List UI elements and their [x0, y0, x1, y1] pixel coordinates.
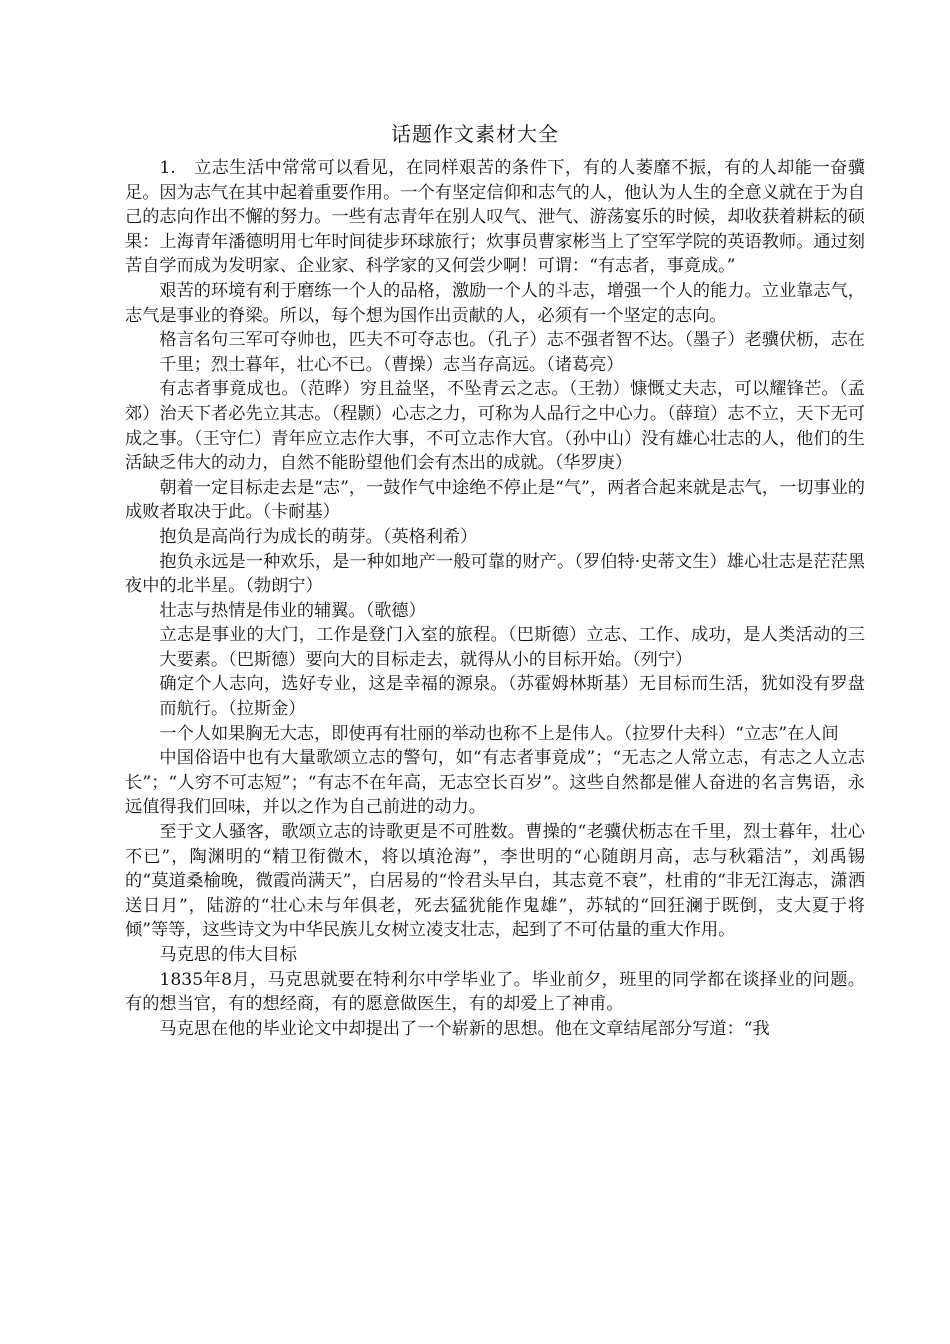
paragraph: 朝着一定目标走去是“志”，一鼓作气中途绝不停止是“气”，两者合起来就是志气，一切事业的成败者取决于此。（卡耐基）	[125, 477, 865, 523]
paragraph: 抱负是高尚行为成长的萌芽。（英格利希）	[159, 526, 478, 547]
paragraph: 确定个人志向，选好专业，这是幸福的源泉。（苏霍姆林斯基）无目标而生活，犹如没有罗盘而航行。（拉斯金）	[159, 674, 865, 720]
paragraph: 格言名句三军可夺帅也，匹夫不可夺志也。（孔子）志不强者智不达。（墨子）老骥伏枥，志在千里；烈士暮年，壮心不已。（曹操）志当存高远。（诸葛亮）	[159, 330, 865, 375]
paragraph: 壮志与热情是伟业的辅翼。（歌德）	[159, 600, 426, 621]
section-heading: 马克思的伟大目标	[159, 945, 297, 965]
paragraph: 1835年8月，马克思就要在特利尔中学毕业了。毕业前夕，班里的同学都在谈择业的问题。有的想当官，有的想经商，有的愿意做医生，有的却爱上了神甫。	[125, 969, 865, 1015]
paragraph: 1. 立志生活中常常可以看见，在同样艰苦的条件下，有的人萎靡不振，有的人却能一奋骥足。因为志气在其中起着重要作用。一个有坚定信仰和志气的人，他认为人生的全意义就在于为自己的志向作出不懈的努力。一些有志青年在别人叹气、泄气、游荡宴乐的时候，却收获着耕耘的硕果：上海青年潘德明用七年时间徒步环球旅行；炊事员曹家彬当上了空军学院的英语教师。通过刻苦自学而成为发明家、企业家、科学家的又何尝少啊！可谓：“有志者，事竟成。”	[125, 158, 865, 277]
paragraph: 中国俗语中也有大量歌颂立志的警句，如“有志者事竟成”；“无志之人常立志，有志之人立志长”；“人穷不可志短”；“有志不在年高，无志空长百岁”。这些自然都是催人奋进的名言隽语，永远值得我们回味，并以之作为自己前进的动力。	[125, 748, 865, 818]
paragraph: 艰苦的环境有利于磨练一个人的品格，激励一个人的斗志，增强一个人的能力。立业靠志气，志气是事业的脊梁。所以，每个想为国作出贡献的人，必须有一个坚定的志向。	[125, 280, 865, 326]
paragraph: 至于文人骚客，歌颂立志的诗歌更是不可胜数。曹操的“老骥伏枥志在千里，烈士暮年，壮心不已”，陶渊明的“精卫衔微木，将以填沧海”，李世明的“心随朗月高，志与秋霜洁”，刘禹锡的“莫道桑榆晚，微霞尚满天”，白居易的“怜君头早白，其志竟不衰”，杜甫的“非无江海志，潇洒送日月”，陆游的“壮心未与年俱老，死去猛犹能作鬼雄”，苏轼的“回狂澜于既倒，支大夏于将倾”等等，这些诗文为中华民族儿女树立凌支壮志，起到了不可估量的重大作用。	[125, 822, 866, 941]
paragraph: 马克思在他的毕业论文中却提出了一个崭新的思想。他在文章结尾部分写道：“我	[159, 1018, 770, 1039]
paragraph: 抱负永远是一种欢乐，是一种如地产一般可靠的财产。（罗伯特·史蒂文生）雄心壮志是茫茫黑夜中的北半星。（勃朗宁）	[125, 551, 865, 597]
paragraph: 有志者事竟成也。（范晔）穷且益坚，不坠青云之志。（王勃）慷慨丈夫志，可以耀锋芒。（孟郊）治天下者必先立其志。（程颢）心志之力，可称为人品行之中心力。（薛瑄）志不立，天下无可成之事。（王守仁）青年应立志作大事，不可立志作大官。（孙中山）没有雄心壮志的人，他们的生活缺乏伟大的动力，自然不能盼望他们会有杰出的成就。（华罗庚）	[125, 379, 865, 474]
page-title: 话题作文素材大全	[391, 122, 559, 146]
paragraph: 一个人如果胸无大志，即使再有壮丽的举动也称不上是伟人。（拉罗什夫科）“立志”在人间	[159, 723, 839, 744]
document-body	[125, 156, 865, 1041]
paragraph: 立志是事业的大门，工作是登门入室的旅程。（巴斯德）立志、工作、成功，是人类活动的三大要素。（巴斯德）要向大的目标走去，就得从小的目标开始。（列宁）	[159, 625, 865, 670]
